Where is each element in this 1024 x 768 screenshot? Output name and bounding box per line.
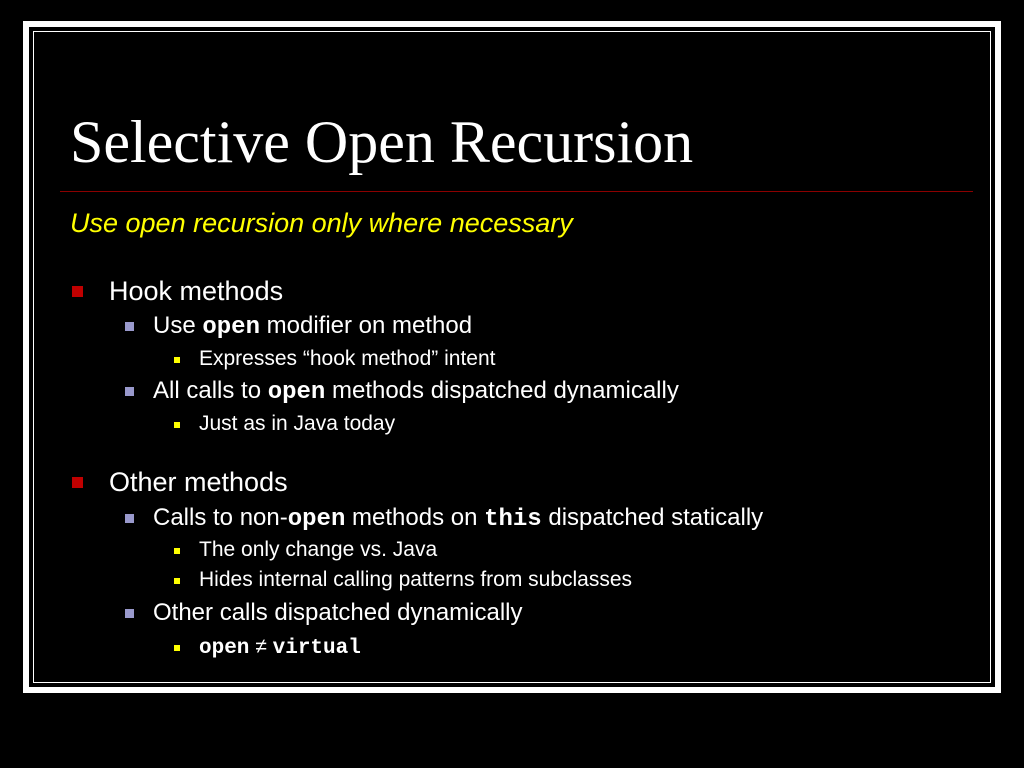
bullet-use-open-modifier: Use open modifier on method [153, 312, 473, 341]
code-open: open [287, 506, 346, 533]
code-virtual: virtual [272, 637, 361, 660]
bullet-hides-internal-patterns: Hides internal calling patterns from subclasses [199, 568, 633, 591]
bullet-square-icon [125, 609, 134, 618]
code-open: open [202, 314, 260, 341]
slide-title: Selective Open Recursion [70, 109, 694, 175]
code-open: open [267, 379, 326, 406]
bullet-square-icon [174, 357, 180, 363]
code-open: open [199, 637, 250, 660]
bullet-square-icon [174, 578, 180, 584]
slide-subtitle: Use open recursion only where necessary [70, 208, 573, 238]
bullet-just-as-in-java: Just as in Java today [199, 412, 396, 435]
bullet-square-icon [125, 514, 134, 523]
bullet-other-methods: Other methods [109, 467, 288, 497]
bullet-all-calls-open: All calls to open methods dispatched dynamically [153, 377, 679, 406]
bullet-calls-non-open: Calls to non-open methods on this dispatched statically [153, 504, 764, 533]
bullet-open-not-virtual: open ≠ virtual [199, 635, 361, 660]
bullet-square-icon [174, 422, 180, 428]
bullet-other-calls-dynamic: Other calls dispatched dynamically [153, 599, 523, 626]
bullet-square-icon [125, 322, 134, 331]
title-divider [60, 191, 973, 192]
bullet-hook-methods: Hook methods [109, 276, 284, 306]
bullet-square-icon [174, 645, 180, 651]
bullet-square-icon [72, 477, 83, 488]
bullet-only-change-vs-java: The only change vs. Java [199, 538, 438, 561]
bullet-expresses-hook-intent: Expresses “hook method” intent [199, 347, 496, 370]
bullet-square-icon [174, 548, 180, 554]
code-this: this [484, 506, 542, 533]
bullet-square-icon [72, 286, 83, 297]
bullet-square-icon [125, 387, 134, 396]
